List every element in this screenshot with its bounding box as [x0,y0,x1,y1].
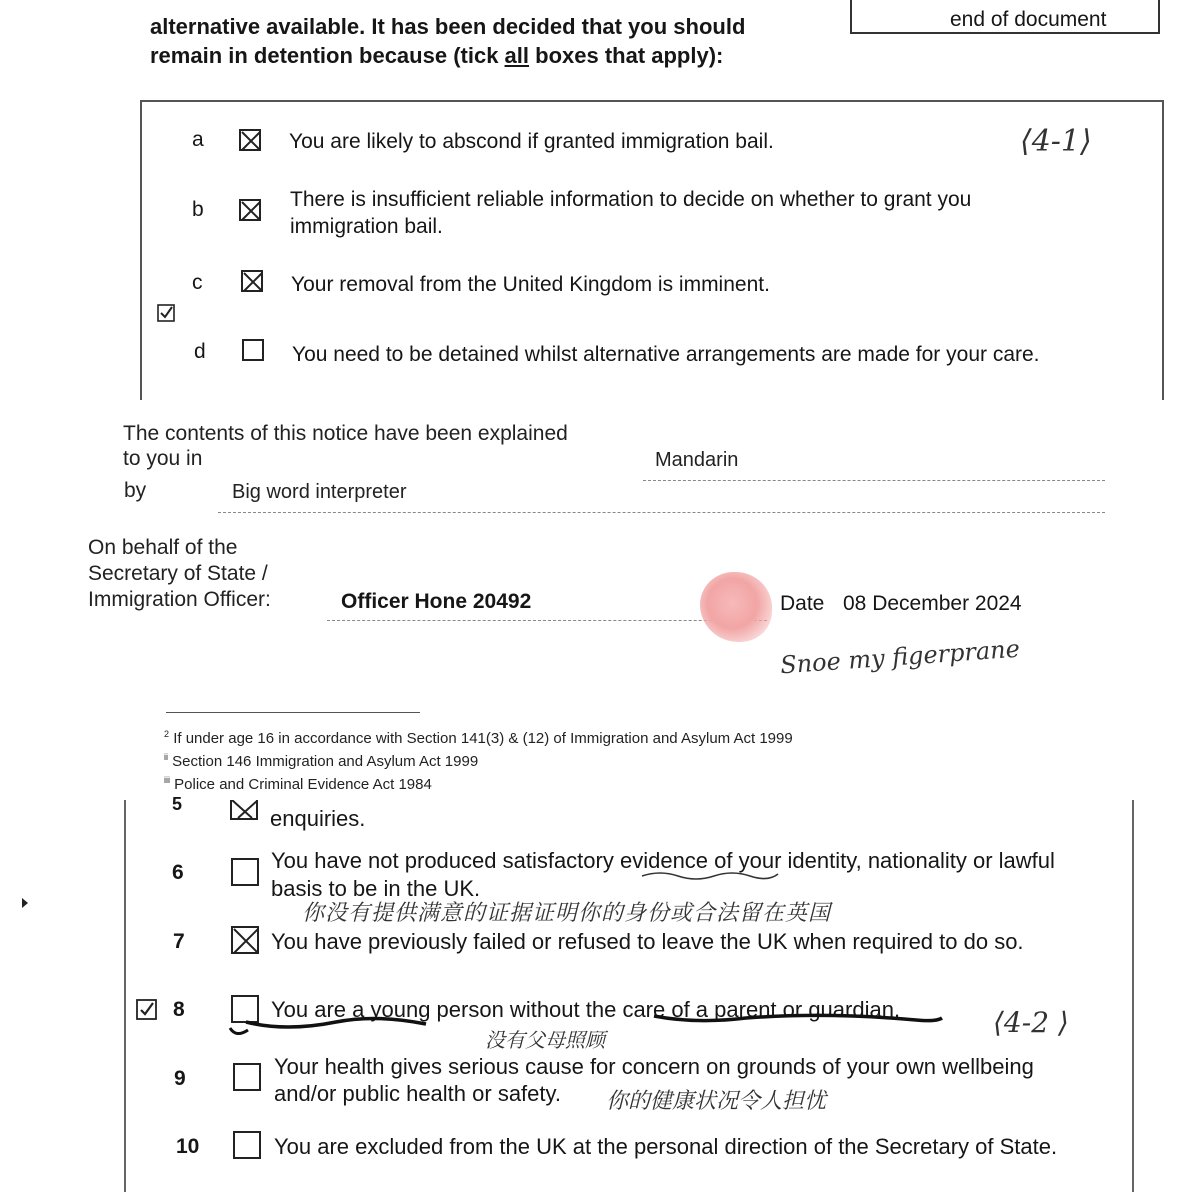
item-number: 5 [172,794,183,812]
reason-text: You have previously failed or refused to leave the UK when required to do so. [271,929,1024,954]
by-label: by [124,479,147,502]
item-number: 7 [173,930,185,953]
reason-letter: d [194,340,206,363]
reason-letter: c [192,271,203,294]
reason-text: There is insufficient reliable information to decide on whether to grant you immigration bail. [290,188,972,238]
check-x-icon [241,201,263,223]
language-line [643,480,1105,481]
reason-text: Your health gives serious cause for concern on grounds of your own wellbeing and/or public health or safety. [274,1054,1034,1106]
handwritten-translation: 你没有提供满意的证据证明你的身份或合法留在英国 [302,901,832,926]
handwritten-underline [640,868,780,882]
item-5-text: enquiries. [270,806,366,831]
date-value: 08 December 2024 [843,592,1022,615]
item-5-partial-checkbox [230,800,258,820]
reason-checkbox-10[interactable] [233,1131,261,1159]
margin-tick-icon [157,304,175,327]
reason-text: You are excluded from the UK at the personal direction of the Secretary of State. [274,1134,1058,1159]
item-number: 9 [174,1067,186,1090]
interpreter-value: Big word interpreter [232,481,407,503]
language-value: Mandarin [655,449,739,471]
margin-tick-icon [136,999,158,1026]
date-label: Date [780,592,825,615]
check-x-icon [233,928,261,956]
footnote-rule [166,712,420,713]
handwritten-annotation: ⟨4-1⟩ [1020,124,1092,159]
reason-letter: b [192,198,204,221]
corner-box-text: end of document [950,8,1107,31]
handwritten-translation: 你的健康状况令人担忧 [606,1089,827,1114]
check-x-icon [243,272,265,294]
corner-box [850,0,1160,34]
officer-line [327,620,767,621]
footnotes [164,725,793,794]
reason-checkbox-c[interactable] [241,270,263,292]
footnote-item: $^{ii}$ Section 146 Immigration and Asylum Act 1999 [164,752,479,770]
item-number: 6 [172,861,184,884]
footnote-item: $^2$ If under age 16 in accordance with Section 141(3) & (12) of Immigration and Asylum Act 1999 [164,729,793,747]
handwritten-translation: 没有父母照顾 [485,1028,605,1052]
reason-text: Your removal from the United Kingdom is imminent. [291,273,770,296]
reason-checkbox-d[interactable] [242,339,264,361]
arrow-right-icon [22,898,28,908]
reason-checkbox-7[interactable] [231,926,259,954]
interpreter-line [218,512,1105,513]
item-number: 10 [176,1135,200,1158]
fingerprint-mark [700,572,772,642]
explained-label: The contents of this notice have been explained to you in [123,422,568,470]
item-number: 8 [173,998,185,1021]
handwritten-note: Snoe my figerprane [779,634,1021,680]
section-heading [150,12,745,70]
reason-letter: a [192,128,204,151]
check-x-icon [241,131,263,153]
handwritten-annotation: ⟨4-2 ⟩ [993,1006,1069,1039]
footnote-item: $^{iii}$ Police and Criminal Evidence Act 1984 [164,775,432,793]
reason-text: You are a young person without the care of a parent or guardian. [271,997,901,1022]
reason-text: You are likely to abscond if granted immigration bail. [289,130,774,153]
behalf-label: On behalf of the Secretary of State / Immigration Officer: [88,536,271,611]
reason-checkbox-b[interactable] [239,199,261,221]
reason-checkbox-6[interactable] [231,858,259,886]
heading-line-2: remain in detention because (tick all boxes that apply): [150,43,724,68]
reason-checkbox-9[interactable] [233,1063,261,1091]
reason-text: You need to be detained whilst alternative arrangements are made for your care. [292,343,1040,366]
reason-checkbox-a[interactable] [239,129,261,151]
reason-text: You have not produced satisfactory evidence of your identity, nationality or lawful basis to be in the UK. [271,848,1055,901]
heading-line-1: alternative available. It has been decided that you should [150,14,746,39]
officer-value: Officer Hone 20492 [341,590,532,613]
